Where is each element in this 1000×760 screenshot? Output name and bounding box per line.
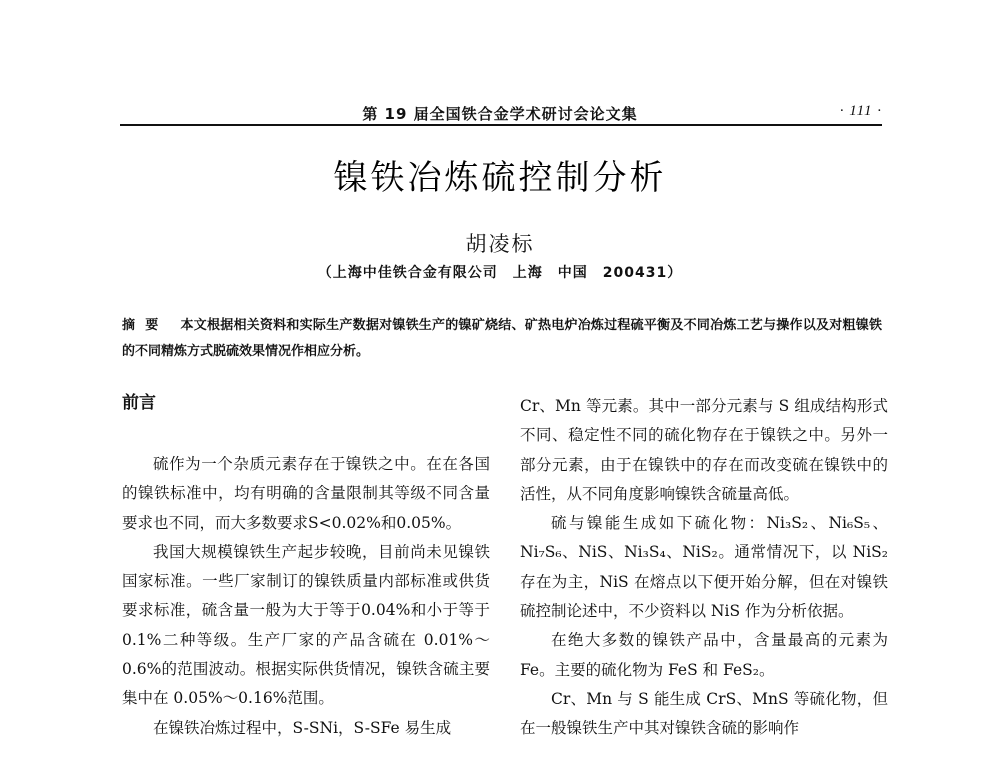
paragraph: 我国大规模镍铁生产起步较晚，目前尚未见镍铁国家标准。一些厂家制订的镍铁质量内部标准或供货要求标准，硫含量一般为大于等于0.04%和小于等于0.1%二种等级。生产厂家的产品含硫在 0.01%～0.6%的范围波动。根据实际供货情况，镍铁含硫主要集中在 0.05%～0.16%范围。 bbox=[122, 542, 490, 708]
paragraph: 硫作为一个杂质元素存在于镍铁之中。在在各国的镍铁标准中，均有明确的含量限制其等级不同含量要求也不同，而大多数要求S<0.02%和0.05%。 bbox=[122, 455, 490, 532]
section-heading-preface: 前言 bbox=[122, 393, 156, 413]
page-number: · 111 · bbox=[839, 103, 882, 119]
paragraph: 在绝大多数的镍铁产品中，含量最高的元素为 Fe。主要的硫化物为 FeS 和 FeS₂。 bbox=[520, 631, 888, 679]
right-column bbox=[520, 392, 888, 744]
abstract bbox=[122, 313, 882, 365]
abstract-label: 摘要 bbox=[122, 318, 169, 333]
header-rule bbox=[120, 124, 882, 126]
running-header-title: 第 19 届全国铁合金学术研讨会论文集 bbox=[362, 105, 638, 123]
abstract-text: 本文根据相关资料和实际生产数据对镍铁生产的镍矿烧结、矿热电炉冶炼过程硫平衡及不同冶炼工艺与操作以及对粗镍铁的不同精炼方式脱硫效果情况作相应分析。 bbox=[122, 318, 882, 359]
author-affiliation: （上海中佳铁合金有限公司 上海 中国 200431） bbox=[317, 265, 683, 281]
paragraph: 在镍铁冶炼过程中，S-SNi，S-SFe 易生成 bbox=[153, 718, 452, 737]
author-name: 胡凌标 bbox=[465, 232, 535, 256]
paragraph-continuation: Cr、Mn 等元素。其中一部分元素与 S 组成结构形式不同、稳定性不同的硫化物存在于镍铁之中。另外一部分元素，由于在镍铁中的存在而改变硫在镍铁中的活性，从不同角度影响镍铁含硫量高低。 bbox=[520, 397, 888, 503]
paragraph: 硫与镍能生成如下硫化物：Ni₃S₂、Ni₆S₅、Ni₇S₆、NiS、Ni₃S₄、NiS₂。通常情况下，以 NiS₂ 存在为主，NiS 在熔点以下便开始分解，但在对镍铁硫控制论述中，不少资料以 NiS 作为分析依据。 bbox=[520, 514, 888, 621]
left-column bbox=[122, 392, 490, 743]
paragraph: Cr、Mn 与 S 能生成 CrS、MnS 等硫化物，但在一般镍铁生产中其对镍铁含硫的影响作 bbox=[520, 689, 888, 738]
paper-title: 镍铁冶炼硫控制分析 bbox=[333, 158, 667, 198]
